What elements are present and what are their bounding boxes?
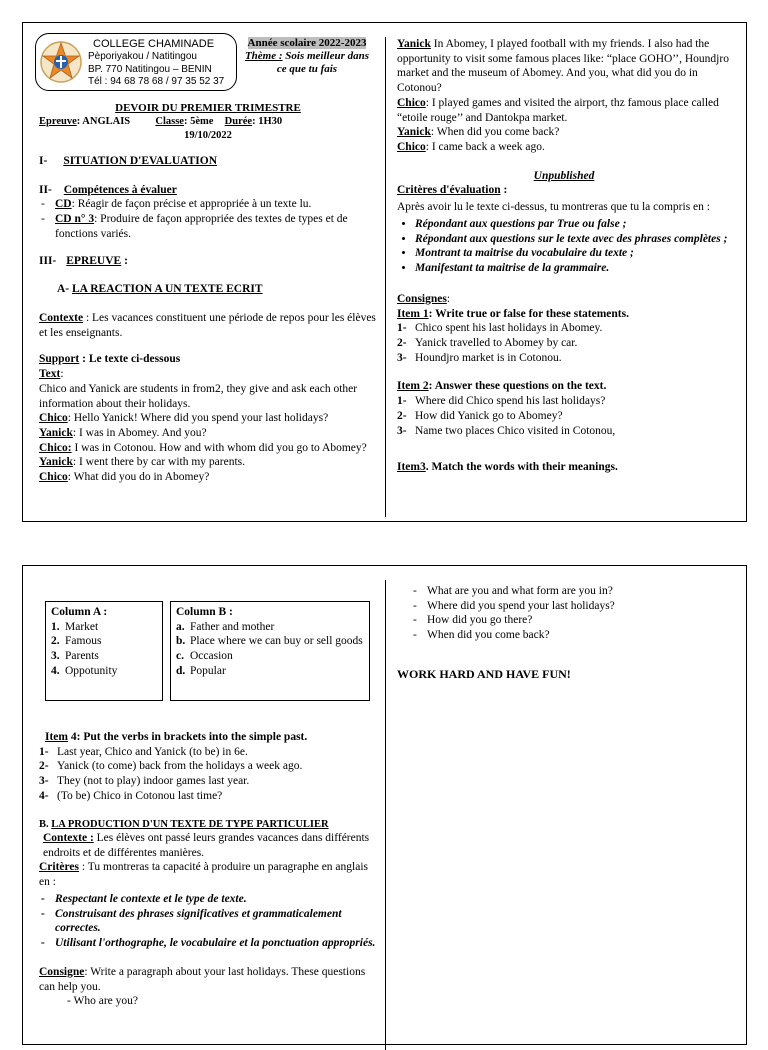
match-value: Father and mother bbox=[190, 620, 275, 633]
speaker-name: Yanick bbox=[397, 38, 431, 50]
match-value: Place where we can buy or sell goods bbox=[190, 635, 363, 648]
part-b-consigne: Consigne: Write a paragraph about your last holidays. These questions can help you. bbox=[39, 965, 366, 993]
duree-label: Durée bbox=[224, 116, 253, 128]
section-2-heading: II- Compétences à évaluer bbox=[39, 183, 177, 196]
column-divider bbox=[385, 580, 386, 1050]
speaker-name: Yanick bbox=[39, 427, 73, 440]
item3-heading: Item3. Match the words with their meanings. bbox=[397, 461, 618, 474]
exam-date: 19/10/2022 bbox=[184, 129, 232, 141]
part-b-critere: - Construisant des phrases significatives et grammaticalement correctes. bbox=[39, 907, 379, 936]
match-row bbox=[176, 664, 364, 679]
closing-message: WORK HARD AND HAVE FUN! bbox=[397, 666, 571, 681]
left-column bbox=[39, 101, 377, 485]
dialogue-text: I went there by car with my parents. bbox=[76, 456, 246, 469]
dialogue-right bbox=[397, 37, 731, 155]
duree-value: : 1H30 bbox=[252, 116, 283, 128]
item2-questions bbox=[397, 394, 731, 438]
speaker-name: Yanick bbox=[397, 126, 431, 139]
help-question: - What are you and what form are you in? bbox=[411, 584, 731, 599]
question-number: 1- bbox=[39, 745, 49, 758]
part-b-contexte: Contexte : Les élèves ont passé leurs grandes vacances dans différents endroits et de différentes manières. bbox=[43, 832, 370, 859]
dialogue-text: I was in Abomey. And you? bbox=[76, 427, 207, 440]
epreuve-value: : ANGLAIS bbox=[76, 116, 131, 128]
item2-heading: Item 2: Answer these questions on the text. bbox=[397, 380, 607, 393]
question-text: Houndjro market is in Cotonou. bbox=[415, 351, 562, 364]
dialogue-text: What did you do in Abomey? bbox=[70, 471, 210, 484]
dialogue-left bbox=[39, 411, 377, 485]
p2-left-column bbox=[39, 730, 379, 1009]
question-number: 2- bbox=[397, 336, 407, 349]
match-key: 4. bbox=[51, 664, 60, 677]
dialogue-line bbox=[39, 470, 377, 485]
question-text: They (not to play) indoor games last year. bbox=[57, 775, 250, 788]
part-b-criteres-list bbox=[39, 892, 379, 951]
speaker-sep: : bbox=[425, 96, 429, 109]
part-b-critere: - Respectant le contexte et le type de texte. bbox=[39, 892, 379, 907]
right-column bbox=[397, 37, 731, 475]
speaker-name: Chico bbox=[39, 412, 68, 425]
question-text: Last year, Chico and Yanick (to be) in 6e. bbox=[57, 745, 248, 758]
theme-label: Thème : bbox=[244, 50, 283, 63]
speaker-name: Chico bbox=[397, 96, 426, 109]
speaker-sep: : bbox=[72, 456, 77, 469]
speaker-name: Chico: bbox=[39, 441, 72, 454]
unpublished-note: Unpublished bbox=[533, 169, 595, 182]
theme-value: Sois meilleur dans ce que tu fais bbox=[276, 50, 370, 76]
critere-item: • Répondant aux questions par True ou false ; bbox=[415, 217, 731, 232]
exam-title: DEVOIR DU PREMIER TRIMESTRE bbox=[115, 102, 301, 114]
question-number: 3- bbox=[397, 424, 407, 437]
text-label: Text: bbox=[39, 368, 64, 381]
dialogue-text: When did you come back? bbox=[434, 126, 560, 139]
dialogue-line bbox=[39, 411, 377, 426]
match-row bbox=[176, 620, 364, 635]
help-question: - When did you come back? bbox=[411, 628, 731, 643]
exam-meta bbox=[39, 115, 377, 128]
question-item bbox=[39, 789, 379, 804]
classe-label: Classe bbox=[155, 116, 184, 128]
part-a-heading: A- LA REACTION A UN TEXTE ECRIT bbox=[57, 283, 263, 296]
match-key: 1. bbox=[51, 620, 60, 633]
question-text: How did Yanick go to Abomey? bbox=[415, 409, 563, 422]
question-item bbox=[397, 351, 731, 366]
match-row bbox=[51, 649, 157, 664]
item4-heading: Item 4: Put the verbs in brackets into the simple past. bbox=[45, 731, 308, 743]
school-header-box bbox=[35, 33, 237, 91]
dialogue-line bbox=[39, 426, 377, 441]
p2-right-column bbox=[397, 582, 731, 682]
help-question: - Where did you spend your last holidays? bbox=[411, 599, 731, 614]
column-a-title: Column A : bbox=[51, 606, 108, 618]
critere-item: • Manifestant ta maitrise de la grammaire. bbox=[415, 261, 731, 276]
column-a-list bbox=[51, 620, 157, 679]
match-value: Oppotunity bbox=[65, 664, 118, 677]
speaker-sep: : bbox=[425, 141, 429, 154]
school-address-1: Pèporiyakou / Natitingou bbox=[88, 51, 197, 63]
help-question: - How did you go there? bbox=[411, 613, 731, 628]
match-value: Popular bbox=[190, 664, 226, 677]
criteres-heading: Critères d'évaluation : bbox=[397, 184, 508, 197]
match-row bbox=[51, 620, 157, 635]
section-3-heading: III- EPREUVE : bbox=[39, 254, 128, 267]
match-value: Parents bbox=[65, 650, 99, 663]
speaker-name: Chico bbox=[397, 141, 426, 154]
classe-value: : 5ème bbox=[183, 116, 214, 128]
speaker-name: Yanick bbox=[39, 456, 73, 469]
question-item bbox=[397, 424, 731, 439]
match-value: Occasion bbox=[190, 650, 233, 663]
competence-item: - CD: Réagir de façon précise et appropriée à un texte lu. bbox=[39, 197, 377, 212]
critere-item: • Répondant aux questions sur le texte avec des phrases complètes ; bbox=[415, 232, 731, 247]
speaker-sep: : bbox=[72, 427, 77, 440]
dialogue-line bbox=[39, 441, 377, 456]
section-1-heading: I- SITUATION D'EVALUATION bbox=[39, 154, 218, 167]
school-address-2: BP. 770 Natitingou – BENIN bbox=[88, 63, 212, 75]
speaker-name: Chico bbox=[39, 471, 68, 484]
question-item bbox=[397, 394, 731, 409]
question-number: 1- bbox=[397, 322, 407, 335]
match-row bbox=[176, 634, 364, 649]
match-row bbox=[176, 649, 364, 664]
exam-page-1 bbox=[22, 22, 747, 522]
dialogue-text: In Abomey, I played football with my friends. I also had the opportunity to visit some famous places like: “place GOHO’’, Houndjro market and the museum of Abomey. And you, what did you do in Cotonou? bbox=[397, 38, 729, 95]
question-text: Name two places Chico visited in Cotonou, bbox=[415, 424, 616, 437]
dialogue-line bbox=[397, 96, 731, 125]
question-text: Yanick (to come) back from the holidays a week ago. bbox=[57, 760, 303, 773]
contexte-paragraph: Contexte : Les vacances constituent une période de repos pour les élèves et les enseignants. bbox=[39, 311, 376, 339]
school-name: COLLEGE CHAMINADE bbox=[93, 38, 215, 50]
match-key: 2. bbox=[51, 635, 60, 648]
school-logo-icon bbox=[39, 40, 83, 84]
dialogue-text: I was in Cotonou. How and with whom did you go to Abomey? bbox=[71, 441, 367, 454]
school-info bbox=[88, 38, 236, 88]
part-b-cut-line: - Who are you? bbox=[67, 995, 138, 1008]
column-a-box bbox=[45, 601, 163, 701]
item4-questions bbox=[39, 745, 379, 804]
question-item bbox=[39, 759, 379, 774]
question-text: Yanick travelled to Abomey by car. bbox=[415, 336, 578, 349]
header-right bbox=[241, 37, 373, 77]
match-key: a. bbox=[176, 620, 185, 633]
speaker-sep: : bbox=[430, 126, 435, 139]
competences-list bbox=[39, 197, 377, 241]
consignes-heading: Consignes: bbox=[397, 292, 451, 305]
speaker-sep: : bbox=[67, 412, 71, 425]
question-number: 4- bbox=[39, 789, 49, 802]
exam-page-2 bbox=[22, 565, 747, 1045]
question-number: 2- bbox=[397, 409, 407, 422]
match-key: b. bbox=[176, 635, 186, 648]
column-b-title: Column B : bbox=[176, 606, 233, 618]
question-text: Where did Chico spend his last holidays? bbox=[415, 395, 606, 408]
question-number: 3- bbox=[39, 775, 49, 788]
question-number: 1- bbox=[397, 395, 407, 408]
question-item bbox=[397, 336, 731, 351]
part-b-criteres: Critères : Tu montreras ta capacité à produire un paragraphe en anglais en : bbox=[39, 861, 369, 889]
question-text: (To be) Chico in Cotonou last time? bbox=[57, 789, 223, 802]
speaker-sep: : bbox=[67, 471, 71, 484]
criteres-list bbox=[397, 217, 731, 276]
part-b-heading: B. LA PRODUCTION D'UN TEXTE DE TYPE PARTICULIER bbox=[39, 818, 329, 830]
question-number: 3- bbox=[397, 351, 407, 364]
dialogue-line bbox=[397, 37, 731, 96]
dialogue-line bbox=[397, 125, 731, 140]
question-item bbox=[397, 321, 731, 336]
dialogue-line bbox=[397, 140, 731, 155]
support-line: Support : Le texte ci-dessous bbox=[39, 353, 181, 366]
match-key: 3. bbox=[51, 650, 60, 663]
match-row bbox=[51, 634, 157, 649]
question-item bbox=[39, 745, 379, 760]
item1-heading: Item 1: Write true or false for these statements. bbox=[397, 307, 629, 320]
question-number: 2- bbox=[39, 760, 49, 773]
match-key: c. bbox=[176, 650, 184, 663]
item1-questions bbox=[397, 321, 731, 365]
criteres-intro: Après avoir lu le texte ci-dessus, tu montreras que tu la compris en : bbox=[397, 201, 710, 214]
dialogue-text: Hello Yanick! Where did you spend your last holidays? bbox=[70, 412, 329, 425]
dialogue-text: I played games and visited the airport, thz famous place called “etoile rouge’’ and Dantokpa market. bbox=[397, 96, 719, 124]
competence-item: - CD n° 3: Produire de façon appropriée des textes de types et de fonctions variés. bbox=[39, 212, 377, 241]
column-b-list bbox=[176, 620, 364, 679]
question-text: Chico spent his last holidays in Abomey. bbox=[415, 322, 603, 335]
help-questions-list bbox=[397, 584, 731, 643]
match-key: d. bbox=[176, 664, 186, 677]
text-intro: Chico and Yanick are students in from2, they give and ask each other information about their holidays. bbox=[39, 382, 358, 410]
match-value: Famous bbox=[65, 635, 102, 648]
school-phone: Tél : 94 68 78 68 / 97 35 52 37 bbox=[88, 75, 225, 87]
column-b-box bbox=[170, 601, 370, 701]
critere-item: • Montrant ta maitrise du vocabulaire du texte ; bbox=[415, 246, 731, 261]
dialogue-line bbox=[39, 455, 377, 470]
dialogue-text: I came back a week ago. bbox=[428, 141, 545, 154]
part-b-critere: - Utilisant l'orthographe, le vocabulaire et la ponctuation appropriés. bbox=[39, 936, 379, 951]
school-year: Année scolaire 2022-2023 bbox=[247, 37, 367, 49]
match-value: Market bbox=[65, 620, 99, 633]
question-item bbox=[39, 774, 379, 789]
epreuve-label: Epreuve bbox=[39, 116, 77, 128]
match-row bbox=[51, 664, 157, 679]
question-item bbox=[397, 409, 731, 424]
column-divider bbox=[385, 37, 386, 517]
